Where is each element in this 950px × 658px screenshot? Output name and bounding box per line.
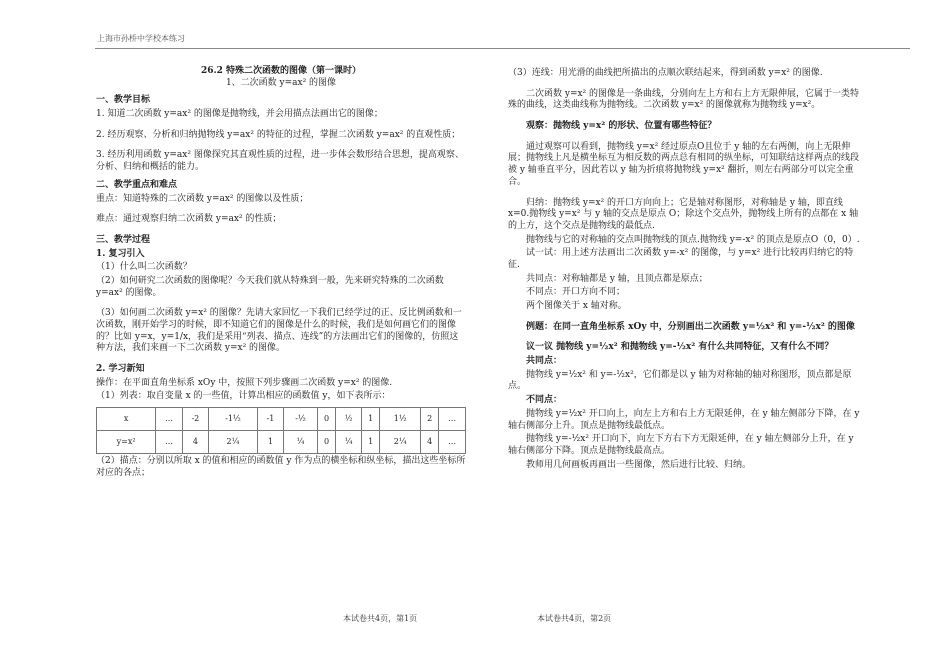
try-it-text: 试一试：用上述方法画出二次函数 y=-x² 的图像，与 y=x² 进行比较再归纳它的特征.: [508, 248, 854, 270]
difference-1: 不同点：开口方向不同；: [526, 287, 626, 298]
table-cell: 1½: [380, 408, 421, 431]
right-column: [508, 66, 863, 473]
lesson-subtitle: 1、二次函数 y=ax² 的图像: [225, 77, 337, 88]
table-cell: y=x²: [97, 431, 156, 454]
table-row-y: [97, 431, 466, 454]
question-1: （1）什么叫二次函数？: [96, 262, 192, 273]
learn-heading: 2. 学习新知: [96, 364, 145, 375]
step-3-text: （3）连线：用光滑的曲线把所描出的点顺次联结起来，得到函数 y=x² 的图像.: [508, 68, 823, 78]
footer-page-2: 本试卷共4页，第2页: [537, 614, 612, 623]
symmetry-note: 两个图像关于 x 轴对称。: [526, 301, 627, 311]
difference-heading: 不同点：: [526, 395, 563, 406]
table-cell: -1: [257, 408, 283, 431]
values-table: [96, 407, 466, 454]
teacher-note: 教师用几何画板再画出一些图像，然后进行比较、归纳。: [526, 459, 752, 470]
summary-text: 归纳：抛物线 y=x² 的开口方向向上；它是轴对称图形，对称轴是 y 轴，即直线 x=0.抛物线 y=x² 与 y 轴的交点是原点 O；除这个交点外，抛物线上所有的点都在 x 轴的上方，这个交点是抛物线的最低点.: [508, 197, 859, 231]
footer-page-1: 本试卷共4页，第1页: [343, 614, 418, 623]
parabola-definition: 二次函数 y=x² 的图像是一条曲线，分别向左上方和右上方无限伸展，它属于一类特殊的曲线，这类曲线称为抛物线。二次函数 y=x² 的图像就称为抛物线 y=x²。: [508, 88, 860, 111]
table-cell: 4: [182, 431, 208, 454]
table-cell: ¼: [336, 431, 362, 454]
observation-text: 通过观察可以看到，抛物线 y=x² 经过原点O且位于 y 轴的左右两侧，向上无限伸展；抛物线上凡是横坐标互为相反数的两点总有相同的纵坐标，可知联结这样两点的线段被 y 轴垂直平分，因此若以 y 轴为折痕将抛物线 y=x² 翻折，则左右两部分可以完全重合。: [508, 141, 860, 187]
difference-2a: 抛物线 y=½x² 开口向上，向左上方和右上方无限延伸，在 y 轴左侧部分下降，在 y 轴右侧部分上升。顶点是抛物线最低点。: [508, 408, 860, 431]
table-cell: …: [156, 408, 183, 431]
example-text: 例题：在同一直角坐标系 xOy 中，分别画出二次函数 y=½x² 和 y=-½x² 的图像: [526, 321, 855, 332]
operation-text: 操作：在平面直角坐标系 xOy 中，按照下列步骤画二次函数 y=x² 的图像.: [96, 377, 393, 388]
section-goals-heading: 一、教学目标: [96, 95, 151, 106]
key-point: 重点：知道特殊的二次函数 y=ax² 的图像以及性质；: [96, 193, 309, 204]
table-cell: 4: [421, 431, 439, 454]
table-cell: ½: [336, 408, 362, 431]
difficulty: 难点：通过观察归纳二次函数 y=ax² 的性质；: [96, 214, 282, 225]
table-cell: …: [439, 431, 466, 454]
goal-2: 2. 经历观察、分析和归纳抛物线 y=ax² 的特征的过程，掌握二次函数 y=ax² 的直观性质；: [96, 129, 461, 140]
left-column: [96, 66, 466, 482]
common-point-2: 抛物线 y=½x² 和 y=-½x²，它们都是以 y 轴为对称轴的轴对称图形，顶点都是原点。: [508, 369, 852, 392]
review-heading: 1. 复习引入: [96, 248, 145, 259]
table-cell: 1: [362, 431, 380, 454]
section-process-heading: 三、教学过程: [96, 234, 151, 245]
lesson-title: 26.2 特殊二次函数的图像（第一课时）: [200, 66, 362, 76]
table-cell: 1: [362, 408, 380, 431]
vertex-definition: 抛物线与它的对称轴的交点叫抛物线的顶点.抛物线 y=-x² 的顶点是原点O（0，0）.: [526, 234, 860, 245]
table-cell: …: [156, 431, 183, 454]
header-divider: [95, 48, 910, 49]
common-heading: 共同点：: [526, 356, 563, 367]
table-cell: …: [439, 408, 466, 431]
question-3: （3）如何画二次函数 y=x² 的图像？先请大家回忆一下我们已经学过的正、反比例函数和一次函数，刚开始学习的时候，即不知道它们的图像是什么的时候，我们是如何画它们的图像的？比如 y=x，y=1/x，我们是采用“列表、描点、连线”的方法画出它们的图像的，仿照这种方法，我们来画一下二次函数 y=x² 的图像。: [96, 308, 462, 354]
goal-3: 3. 经历利用函数 y=ax² 图像探究其直观性质的过程，进一步体会数形结合思想，提高观察、分析、归纳和概括的能力。: [96, 150, 464, 173]
table-cell: 2¼: [380, 431, 421, 454]
table-cell: ¼: [284, 431, 318, 454]
table-cell: -2: [182, 408, 208, 431]
question-2: （2）如何研究二次函数的图像呢？今天我们就从特殊到一般，先来研究特殊的二次函数 y=ax² 的图像。: [96, 275, 444, 298]
goal-1: 1. 知道二次函数 y=ax² 的图像是抛物线，并会用描点法画出它的图像；: [96, 109, 383, 120]
observe-prompt: 观察：抛物线 y=x² 的形状、位置有哪些特征？: [526, 121, 717, 132]
difference-2b: 抛物线 y=-½x² 开口向下，向左下方右下方无限延伸，在 y 轴左侧部分上升，在 y 轴右侧部分下降。顶点是抛物线最高点。: [508, 434, 854, 456]
school-header: 上海市孙桥中学校本练习: [97, 34, 185, 43]
step-2-text: （2）描点：分别以所取 x 的值和相应的函数值 y 作为点的横坐标和纵坐标，描出这些坐标所对应的各点；: [96, 456, 466, 478]
table-cell: 2¼: [208, 431, 257, 454]
table-cell: 1: [257, 431, 283, 454]
table-cell: 0: [318, 431, 336, 454]
section-keypoints-heading: 二、教学重点和难点: [96, 179, 178, 190]
table-cell: x: [97, 408, 156, 431]
table-cell: -½: [284, 408, 318, 431]
discuss-text: 议一议 抛物线 y=½x² 和抛物线 y=-½x² 有什么共同特征，又有什么不同？: [526, 342, 834, 353]
table-cell: -1½: [208, 408, 257, 431]
table-cell: 2: [421, 408, 439, 431]
step-1-text: （1）列表：取自变量 x 的一些值，计算出相应的函数值 y，如下表所示：: [96, 391, 391, 402]
table-cell: 0: [318, 408, 336, 431]
table-row-x: [97, 408, 466, 431]
common-point-1: 共同点：对称轴都是 y 轴，且顶点都是原点；: [526, 273, 708, 284]
